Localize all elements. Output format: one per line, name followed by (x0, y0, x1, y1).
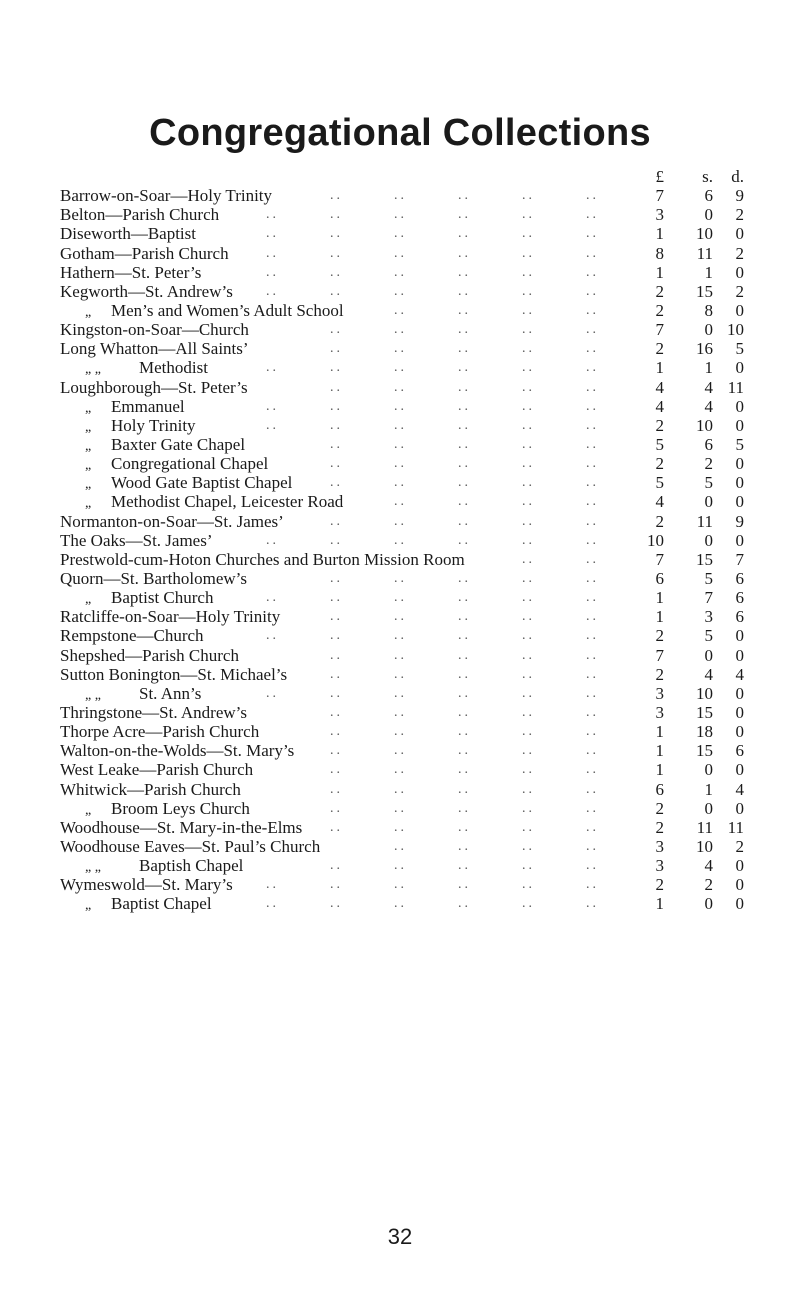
entry-label: Diseworth—Baptist (60, 224, 196, 244)
shillings-value: 0 (704, 492, 713, 512)
page-title: Congregational Collections (149, 112, 651, 154)
entry-label: Ratcliffe-on-Soar—Holy Trinity (60, 607, 281, 627)
entry-label: Thringstone—St. Andrew’s (60, 702, 247, 722)
pence-value: 0 (735, 473, 744, 493)
entry-label: Methodist (139, 358, 208, 378)
pence-value: 0 (735, 894, 744, 914)
shillings-value: 3 (704, 607, 713, 627)
leader-dots: .. .. .. .. (394, 838, 599, 854)
table-row (60, 799, 750, 818)
table-row (60, 875, 750, 894)
table-row (60, 244, 750, 263)
entry-label: Men’s and Women’s Adult School (111, 300, 344, 320)
leader-dots: .. .. .. .. .. .. (266, 532, 599, 548)
pounds-value: 4 (655, 492, 664, 512)
pounds-value: 1 (655, 607, 664, 627)
pence-value: 0 (735, 530, 744, 550)
entry-label: Baxter Gate Chapel (111, 434, 246, 454)
leader-dots: .. .. .. .. .. (330, 647, 599, 663)
pence-value: 2 (735, 205, 744, 225)
pence-value: 10 (727, 320, 744, 340)
table-row (60, 512, 750, 531)
pence-value: 0 (735, 760, 744, 780)
leader-dots: .. .. .. .. (394, 494, 599, 510)
leader-dots: .. .. .. .. .. .. (266, 283, 599, 299)
leader-dots: .. .. .. .. .. (330, 188, 599, 204)
table-row (60, 569, 750, 588)
page-number: 32 (387, 1224, 413, 1249)
pounds-value: 6 (655, 568, 664, 588)
shillings-value: 0 (704, 645, 713, 665)
leader-dots: .. .. .. .. .. .. (266, 417, 599, 433)
table-row (60, 665, 750, 684)
ditto-mark: „ (85, 802, 92, 818)
pence-value: 11 (727, 377, 744, 397)
leader-dots: .. .. .. .. .. (330, 513, 599, 529)
shillings-value: 15 (696, 702, 713, 722)
leader-dots: .. .. .. .. .. .. (266, 877, 599, 893)
table-row (60, 760, 750, 779)
shillings-value: 10 (696, 415, 713, 435)
entry-label: Baptist Chapel (111, 894, 212, 914)
shillings-value: 5 (704, 568, 713, 588)
leader-dots: .. .. .. .. .. .. (266, 398, 599, 414)
pounds-value: 2 (655, 798, 664, 818)
entry-label: Thorpe Acre—Parish Church (60, 722, 260, 742)
entry-label: Belton—Parish Church (60, 205, 220, 225)
pounds-value: 2 (655, 664, 664, 684)
pounds-value: 3 (655, 836, 664, 856)
entry-label: Quorn—St. Bartholomew’s (60, 568, 247, 588)
table-row (60, 894, 750, 913)
shillings-value: 11 (696, 511, 713, 531)
table-row (60, 378, 750, 397)
shillings-value: 11 (696, 817, 713, 837)
pounds-value: 3 (655, 683, 664, 703)
table-row (60, 588, 750, 607)
pence-value: 5 (735, 434, 744, 454)
pounds-value: 5 (655, 434, 664, 454)
entry-label: The Oaks—St. James’ (60, 530, 213, 550)
leader-dots: .. .. .. .. .. (330, 762, 599, 778)
shillings-value: 11 (696, 243, 713, 263)
ditto-mark: „ (85, 304, 92, 320)
pence-value: 2 (735, 243, 744, 263)
ditto-mark: „ (85, 496, 92, 512)
pounds-value: 7 (655, 186, 664, 206)
pence-value: 7 (735, 549, 744, 569)
table-row (60, 282, 750, 301)
entry-label: Emmanuel (111, 396, 185, 416)
pounds-header: £ (655, 167, 664, 186)
table-row (60, 856, 750, 875)
pounds-value: 1 (655, 358, 664, 378)
ditto-mark: „ (85, 592, 92, 608)
shillings-value: 5 (704, 473, 713, 493)
shillings-value: 10 (696, 224, 713, 244)
pence-value: 11 (727, 817, 744, 837)
pounds-value: 3 (655, 205, 664, 225)
entry-label: Walton-on-the-Wolds—St. Mary’s (60, 741, 295, 761)
entry-label: Baptist Church (111, 588, 214, 608)
shillings-value: 10 (696, 836, 713, 856)
pounds-value: 2 (655, 875, 664, 895)
pence-value: 0 (735, 626, 744, 646)
entry-label: Whitwick—Parish Church (60, 779, 241, 799)
table-row (60, 492, 750, 511)
pence-value: 0 (735, 262, 744, 282)
pounds-value: 2 (655, 817, 664, 837)
entry-label: Wood Gate Baptist Chapel (111, 473, 293, 493)
table-row (60, 722, 750, 741)
pounds-value: 6 (655, 779, 664, 799)
table-row (60, 224, 750, 243)
ditto-mark: „ (85, 400, 92, 416)
table-row (60, 454, 750, 473)
pence-value: 0 (735, 798, 744, 818)
pounds-value: 2 (655, 454, 664, 474)
leader-dots: .. .. .. .. .. (330, 819, 599, 835)
table-row (60, 263, 750, 282)
shillings-value: 18 (696, 722, 713, 742)
entry-label: Sutton Bonington—St. Michael’s (60, 664, 288, 684)
pounds-value: 3 (655, 702, 664, 722)
entry-label: Hathern—St. Peter’s (60, 262, 202, 282)
pounds-value: 7 (655, 549, 664, 569)
pence-value: 0 (735, 358, 744, 378)
pounds-value: 2 (655, 626, 664, 646)
table-body (60, 186, 750, 913)
table-row (60, 684, 750, 703)
ditto-mark: „ „ (85, 687, 101, 703)
shillings-value: 0 (704, 530, 713, 550)
shillings-value: 6 (704, 434, 713, 454)
leader-dots: .. .. .. .. .. (330, 704, 599, 720)
leader-dots: .. .. .. .. (394, 302, 599, 318)
shillings-value: 10 (696, 683, 713, 703)
leader-dots: .. .. .. .. .. (330, 570, 599, 586)
pence-value: 0 (735, 300, 744, 320)
shillings-value: 0 (704, 798, 713, 818)
shillings-value: 0 (704, 760, 713, 780)
entry-label: Shepshed—Parish Church (60, 645, 239, 665)
entry-label: Baptish Chapel (139, 856, 244, 876)
pounds-value: 1 (655, 894, 664, 914)
table-row (60, 416, 750, 435)
entry-label: Long Whatton—All Saints’ (60, 339, 249, 359)
table-row (60, 397, 750, 416)
table-row (60, 741, 750, 760)
shillings-value: 15 (696, 549, 713, 569)
ditto-mark: „ „ (85, 362, 101, 378)
pence-value: 2 (735, 836, 744, 856)
shillings-value: 4 (704, 396, 713, 416)
table-row (60, 550, 750, 569)
entry-label: Normanton-on-Soar—St. James’ (60, 511, 284, 531)
pence-header: d. (731, 167, 744, 186)
pence-value: 4 (735, 779, 744, 799)
entry-label: Gotham—Parish Church (60, 243, 229, 263)
shillings-value: 0 (704, 894, 713, 914)
shillings-value: 6 (704, 186, 713, 206)
entry-label: Barrow-on-Soar—Holy Trinity (60, 186, 273, 206)
pence-value: 0 (735, 875, 744, 895)
pence-value: 6 (735, 568, 744, 588)
pounds-value: 1 (655, 722, 664, 742)
pence-value: 0 (735, 492, 744, 512)
entry-label: Woodhouse—St. Mary-in-the-Elms (60, 817, 303, 837)
pence-value: 0 (735, 722, 744, 742)
table-row (60, 780, 750, 799)
table-row (60, 186, 750, 205)
entry-label: Broom Leys Church (111, 798, 250, 818)
shillings-header: s. (702, 167, 713, 186)
ditto-mark: „ (85, 477, 92, 493)
pounds-value: 1 (655, 262, 664, 282)
leader-dots: .. .. .. .. .. .. (266, 245, 599, 261)
table-row (60, 626, 750, 645)
table-row (60, 205, 750, 224)
pence-value: 6 (735, 588, 744, 608)
shillings-value: 0 (704, 205, 713, 225)
table-row (60, 818, 750, 837)
pounds-value: 1 (655, 224, 664, 244)
leader-dots: .. .. .. .. .. (330, 436, 599, 452)
ditto-mark: „ (85, 438, 92, 454)
leader-dots: .. .. .. .. .. .. (266, 360, 599, 376)
pounds-value: 4 (655, 377, 664, 397)
pence-value: 6 (735, 607, 744, 627)
ditto-mark: „ „ (85, 860, 101, 876)
pence-value: 4 (735, 664, 744, 684)
leader-dots: .. .. .. .. .. (330, 341, 599, 357)
pounds-value: 1 (655, 588, 664, 608)
table-row (60, 531, 750, 550)
leader-dots: .. .. .. .. .. (330, 724, 599, 740)
pounds-value: 2 (655, 281, 664, 301)
table-row (60, 703, 750, 722)
entry-label: Kegworth—St. Andrew’s (60, 281, 233, 301)
entry-label: Prestwold-cum-Hoton Churches and Burton Mission Room (60, 549, 465, 569)
shillings-value: 15 (696, 741, 713, 761)
table-row (60, 358, 750, 377)
shillings-value: 2 (704, 454, 713, 474)
shillings-value: 4 (704, 856, 713, 876)
shillings-value: 7 (704, 588, 713, 608)
leader-dots: .. .. (522, 551, 599, 567)
leader-dots: .. .. .. .. .. .. (266, 226, 599, 242)
shillings-value: 5 (704, 626, 713, 646)
entry-label: Rempstone—Church (60, 626, 204, 646)
entry-label: St. Ann’s (139, 683, 202, 703)
shillings-value: 1 (704, 262, 713, 282)
entry-label: Woodhouse Eaves—St. Paul’s Church (60, 836, 321, 856)
table-row (60, 435, 750, 454)
leader-dots: .. .. .. .. .. .. (266, 628, 599, 644)
leader-dots: .. .. .. .. .. (330, 475, 599, 491)
table-row (60, 301, 750, 320)
shillings-value: 15 (696, 281, 713, 301)
entry-label: Wymeswold—St. Mary’s (60, 875, 233, 895)
shillings-value: 1 (704, 779, 713, 799)
pence-value: 0 (735, 454, 744, 474)
table-row (60, 607, 750, 626)
ditto-mark: „ (85, 419, 92, 435)
pence-value: 0 (735, 702, 744, 722)
table-row (60, 473, 750, 492)
shillings-value: 16 (696, 339, 713, 359)
pounds-value: 10 (647, 530, 664, 550)
pounds-value: 2 (655, 339, 664, 359)
pounds-value: 1 (655, 741, 664, 761)
entry-label: Holy Trinity (111, 415, 196, 435)
table-row (60, 320, 750, 339)
pence-value: 9 (735, 186, 744, 206)
shillings-value: 2 (704, 875, 713, 895)
leader-dots: .. .. .. .. .. .. (266, 207, 599, 223)
pounds-value: 7 (655, 320, 664, 340)
pounds-value: 5 (655, 473, 664, 493)
leader-dots: .. .. .. .. .. (330, 743, 599, 759)
table-row (60, 646, 750, 665)
pence-value: 0 (735, 856, 744, 876)
pounds-value: 1 (655, 760, 664, 780)
ditto-mark: „ (85, 458, 92, 474)
pounds-value: 7 (655, 645, 664, 665)
entry-label: Methodist Chapel, Leicester Road (111, 492, 344, 512)
table-row (60, 837, 750, 856)
pounds-value: 2 (655, 415, 664, 435)
shillings-value: 8 (704, 300, 713, 320)
table-row (60, 339, 750, 358)
leader-dots: .. .. .. .. .. .. (266, 590, 599, 606)
shillings-value: 0 (704, 320, 713, 340)
shillings-value: 1 (704, 358, 713, 378)
shillings-value: 4 (704, 377, 713, 397)
table-header (60, 167, 750, 186)
entry-label: Congregational Chapel (111, 454, 269, 474)
pence-value: 0 (735, 396, 744, 416)
pence-value: 9 (735, 511, 744, 531)
leader-dots: .. .. .. .. .. (330, 456, 599, 472)
pence-value: 6 (735, 741, 744, 761)
pence-value: 0 (735, 415, 744, 435)
leader-dots: .. .. .. .. .. .. (266, 685, 599, 701)
entry-label: West Leake—Parish Church (60, 760, 254, 780)
pence-value: 0 (735, 683, 744, 703)
entry-label: Loughborough—St. Peter’s (60, 377, 248, 397)
leader-dots: .. .. .. .. .. (330, 666, 599, 682)
pence-value: 5 (735, 339, 744, 359)
leader-dots: .. .. .. .. .. (330, 322, 599, 338)
leader-dots: .. .. .. .. .. (330, 609, 599, 625)
leader-dots: .. .. .. .. .. .. (266, 896, 599, 912)
leader-dots: .. .. .. .. .. (330, 781, 599, 797)
ditto-mark: „ (85, 898, 92, 914)
pence-value: 0 (735, 645, 744, 665)
leader-dots: .. .. .. .. .. .. (266, 264, 599, 280)
pounds-value: 2 (655, 511, 664, 531)
leader-dots: .. .. .. .. .. (330, 858, 599, 874)
pounds-value: 2 (655, 300, 664, 320)
collections-table (60, 167, 750, 913)
entry-label: Kingston-on-Soar—Church (60, 320, 249, 340)
pounds-value: 4 (655, 396, 664, 416)
pence-value: 2 (735, 281, 744, 301)
pounds-value: 8 (655, 243, 664, 263)
pence-value: 0 (735, 224, 744, 244)
leader-dots: .. .. .. .. .. (330, 379, 599, 395)
leader-dots: .. .. .. .. .. (330, 800, 599, 816)
pounds-value: 3 (655, 856, 664, 876)
shillings-value: 4 (704, 664, 713, 684)
